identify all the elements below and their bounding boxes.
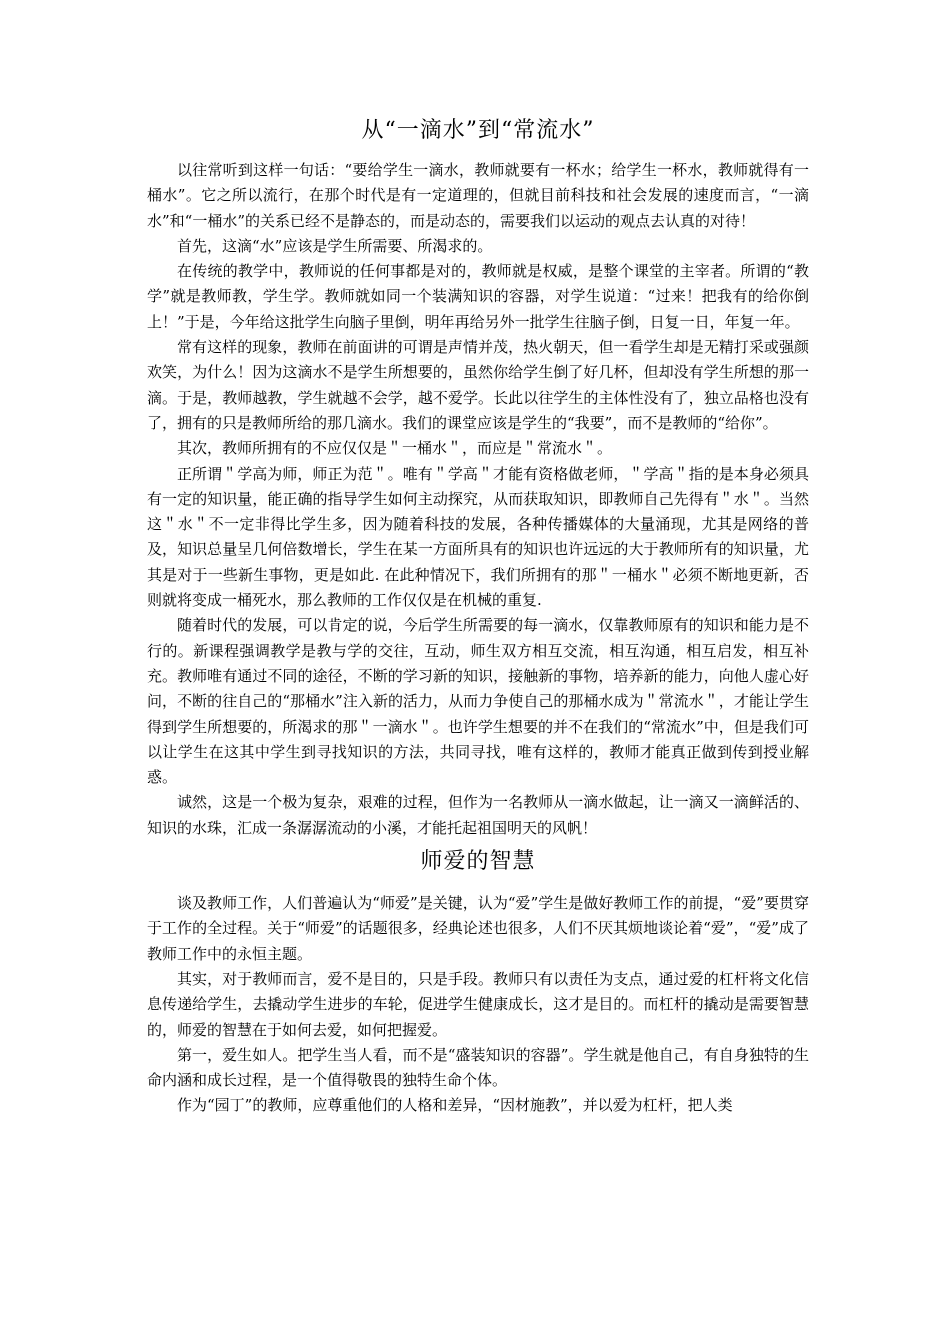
article-1-paragraph: 诚然，这是一个极为复杂，艰难的过程，但作为一名教师从一滴水做起，让一滴又一滴鲜活的、知识的水珠，汇成一条潺潺流动的小溪，才能托起祖国明天的风帆！ (147, 793, 809, 837)
article-1-paragraph: 常有这样的现象，教师在前面讲的可谓是声情并茂，热火朝天，但一看学生却是无精打采或强颜欢笑，为什么！因为这滴水不是学生所想要的，虽然你给学生倒了好几杯，但却没有学生所想的那一滴。于是，教师越教，学生就越不会学，越不爱学。长此以往学生的主体性没有了，独立品格也没有了，拥有的只是教师所给的那几滴水。我们的课堂应该是学生的“我要”，而不是教师的“给你”。 (147, 338, 809, 432)
article-2-paragraph: 第一，爱生如人。把学生当人看，而不是“盛装知识的容器”。学生就是他自己，有自身独特的生命内涵和成长过程，是一个值得敬畏的独特生命个体。 (147, 1045, 809, 1090)
article-1-paragraph: 正所谓＂学高为师，师正为范＂。唯有＂学高＂才能有资格做老师，＂学高＂指的是本身必须具有一定的知识量，能正确的指导学生如何主动探究，从而获取知识，即教师自己先得有＂水＂。当然这＂水＂不一定非得比学生多，因为随着科技的发展，各种传播媒体的大量涌现，尤其是网络的普及，知识总量呈几何倍数增长，学生在某一方面所具有的知识也许远远的大于教师所有的知识量，尤其是对于一些新生事物，更是如此. 在此种情况下，我们所拥有的那＂一桶水＂必须不断地更新，否则就将变成一桶死水，那么教师的工作仅仅是在机械的重复. (147, 464, 809, 610)
article-2-paragraph: 谈及教师工作，人们普遍认为“师爱”是关键，认为“爱”学生是做好教师工作的前提，“爱”要贯穿于工作的全过程。关于“师爱”的话题很多，经典论述也很多，人们不厌其烦地谈论着“爱”，“爱”成了教师工作中的永恒主题。 (147, 894, 809, 963)
article-1-body (147, 158, 809, 841)
article-2-title: 师爱的智慧 (420, 849, 536, 875)
article-2-paragraph: 作为“园丁”的教师，应尊重他们的人格和差异，“因材施教”，并以爱为杠杆，把人类 (177, 1096, 733, 1115)
document-page (147, 116, 809, 1119)
article-1-paragraph: 以往常听到这样一句话：“要给学生一滴水，教师就要有一杯水；给学生一杯水，教师就得有一桶水”。它之所以流行，在那个时代是有一定道理的，但就目前科技和社会发展的速度而言，“一滴水”和“一桶水”的关系已经不是静态的，而是动态的，需要我们以运动的观点去认真的对待！ (147, 161, 809, 230)
article-1-paragraph: 随着时代的发展，可以肯定的说，今后学生所需要的每一滴水，仅靠教师原有的知识和能力是不行的。新课程强调教学是教与学的交往，互动，师生双方相互交流，相互沟通，相互启发，相互补充。教师唯有通过不同的途径，不断的学习新的知识，接触新的事物，培养新的能力，向他人虚心好问，不断的往自己的“那桶水”注入新的活力，从而力争使自己的那桶水成为＂常流水＂，才能让学生得到学生所想要的，所渴求的那＂一滴水＂。也许学生想要的并不在我们的“常流水”中，但是我们可以让学生在这其中学生到寻找知识的方法，共同寻找，唯有这样的，教师才能真正做到传到授业解惑。 (147, 616, 809, 787)
article-2-paragraph: 其实，对于教师而言，爱不是目的，只是手段。教师只有以责任为支点，通过爱的杠杆将文化信息传递给学生，去撬动学生进步的车轮，促进学生健康成长，这才是目的。而杠杆的撬动是需要智慧的，师爱的智慧在于如何去爱，如何把握爱。 (147, 969, 809, 1039)
article-2-body (147, 891, 809, 1119)
article-1-paragraph: 其次，教师所拥有的不应仅仅是＂一桶水＂，而应是＂常流水＂。 (177, 439, 613, 458)
article-1-paragraph: 首先，这滴“水”应该是学生所需要、所渴求的。 (177, 236, 493, 255)
article-1-paragraph: 在传统的教学中，教师说的任何事都是对的，教师就是权威，是整个课堂的主宰者。所谓的“教学”就是教师教，学生学。教师就如同一个装满知识的容器，对学生说道：“过来！把我有的给你倒上！”于是，今年给这批学生向脑子里倒，明年再给另外一批学生往脑子倒，日复一日，年复一年。 (147, 262, 809, 331)
article-1-title: 从“一滴水”到“常流水” (361, 118, 595, 143)
